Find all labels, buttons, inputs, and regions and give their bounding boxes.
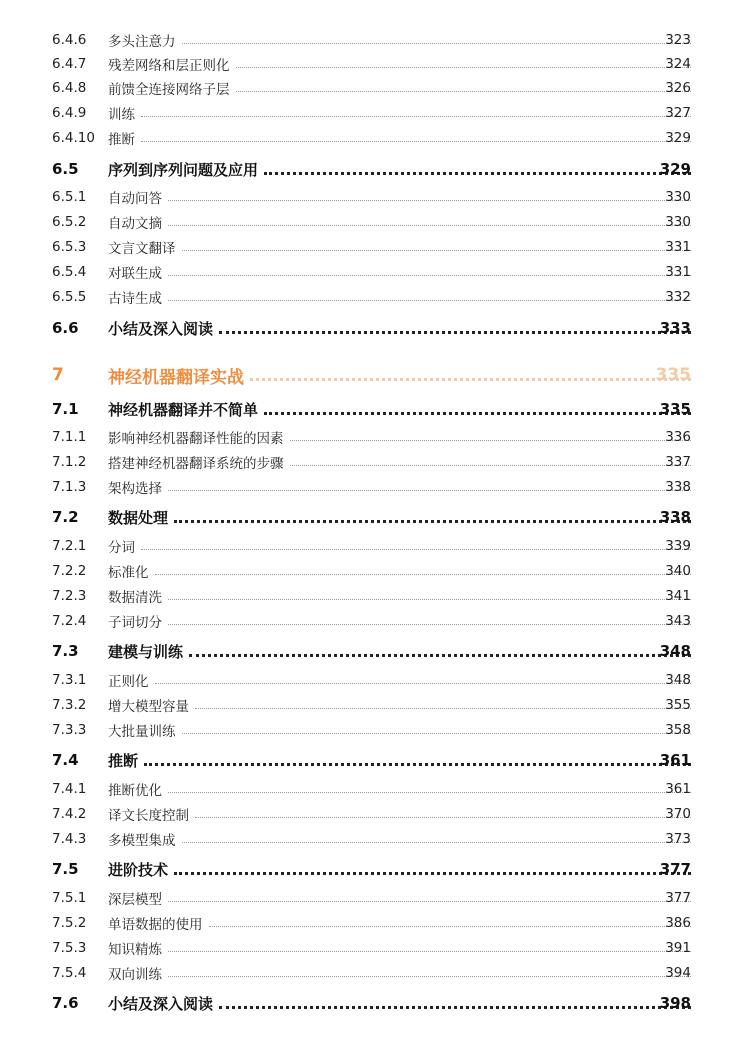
toc-number: 7.2 <box>52 508 79 526</box>
toc-title-text: 自动问答 <box>108 191 162 207</box>
toc-page-number: 339 <box>665 538 691 554</box>
dot-leader <box>290 440 692 441</box>
toc-page-number: 361 <box>659 751 691 769</box>
toc-title <box>108 641 691 662</box>
toc-number: 7.5.2 <box>52 915 87 931</box>
toc-title-text: 残差网络和层正则化 <box>108 58 230 74</box>
toc-title-text: 小结及深入阅读 <box>108 994 214 1013</box>
dot-leader <box>219 331 691 334</box>
toc-title <box>108 363 691 388</box>
toc-title <box>108 427 691 447</box>
toc-title <box>108 888 691 908</box>
toc-title-text: 进阶技术 <box>108 860 169 879</box>
toc-number: 6.4.6 <box>52 32 87 48</box>
toc-page-number: 336 <box>665 429 691 445</box>
toc-title-text: 前馈全连接网络子层 <box>108 82 230 98</box>
dot-leader <box>182 733 692 734</box>
toc-page-number: 361 <box>665 781 691 797</box>
toc-page-number: 330 <box>665 214 691 230</box>
dot-leader <box>195 708 691 709</box>
dot-leader <box>168 225 691 226</box>
toc-title <box>108 859 691 880</box>
toc-number: 7.1.2 <box>52 454 87 470</box>
toc-page-number: 377 <box>659 860 691 878</box>
toc-page-number: 373 <box>665 831 691 847</box>
toc-number: 7.2.3 <box>52 588 87 604</box>
toc-page-number: 335 <box>659 400 691 418</box>
toc-number: 6.5.1 <box>52 189 87 205</box>
toc-title-text: 推断 <box>108 751 139 770</box>
toc-subsection[interactable] <box>0 287 755 307</box>
toc-page-number: 332 <box>665 289 691 305</box>
dot-leader <box>168 901 691 902</box>
toc-page-number: 348 <box>665 672 691 688</box>
toc-subsection[interactable] <box>0 913 755 933</box>
dot-leader <box>236 67 692 68</box>
toc-title-text: 神经机器翻译并不简单 <box>108 400 259 419</box>
toc-number: 6.5.3 <box>52 239 87 255</box>
toc-subsection[interactable] <box>0 963 755 983</box>
toc-subsection[interactable] <box>0 779 755 799</box>
toc-page-number: 329 <box>659 160 691 178</box>
toc-title-text: 训练 <box>108 107 135 123</box>
toc-number: 7.3 <box>52 642 79 660</box>
toc-page-number: 333 <box>659 319 691 337</box>
toc-page-number: 370 <box>665 806 691 822</box>
toc-number: 6.4.10 <box>52 130 95 146</box>
toc-title-text: 多头注意力 <box>108 34 176 50</box>
toc-subsection[interactable] <box>0 611 755 631</box>
toc-title <box>108 399 691 420</box>
toc-subsection[interactable] <box>0 804 755 824</box>
toc-title <box>108 804 691 824</box>
toc-number: 7.2.1 <box>52 538 87 554</box>
toc-title-text: 建模与训练 <box>108 642 184 661</box>
dot-leader <box>290 465 692 466</box>
dot-leader <box>189 654 691 657</box>
toc-subsection[interactable] <box>0 262 755 282</box>
toc-page-number: 386 <box>665 915 691 931</box>
toc-page-number: 340 <box>665 563 691 579</box>
toc-page-number: 355 <box>665 697 691 713</box>
toc-title <box>108 586 691 606</box>
toc-section[interactable] <box>0 318 755 338</box>
toc-title-text: 分词 <box>108 540 135 556</box>
toc-title <box>108 128 691 148</box>
toc-number: 7.4 <box>52 751 79 769</box>
toc-number: 6.5.2 <box>52 214 87 230</box>
toc-subsection[interactable] <box>0 78 755 98</box>
toc-title <box>108 720 691 740</box>
dot-leader <box>155 683 692 684</box>
toc-title-text: 文言文翻译 <box>108 241 176 257</box>
toc-title <box>108 993 691 1014</box>
toc-title <box>108 452 691 472</box>
dot-leader <box>250 378 691 381</box>
dot-leader <box>264 412 691 415</box>
toc-page-number: 323 <box>665 32 691 48</box>
dot-leader <box>141 116 691 117</box>
dot-leader <box>141 141 691 142</box>
dot-leader <box>168 976 691 977</box>
toc-page-number: 335 <box>655 365 691 385</box>
toc-title-text: 子词切分 <box>108 615 162 631</box>
dot-leader <box>264 172 691 175</box>
toc-page-number: 337 <box>665 454 691 470</box>
toc-title <box>108 187 691 207</box>
toc-title <box>108 695 691 715</box>
toc-subsection[interactable] <box>0 30 755 50</box>
toc-number: 6.6 <box>52 319 79 337</box>
toc-page-number: 394 <box>665 965 691 981</box>
dot-leader <box>168 624 691 625</box>
toc-subsection[interactable] <box>0 128 755 148</box>
toc-number: 7.4.1 <box>52 781 87 797</box>
dot-leader <box>182 250 692 251</box>
toc-title-text: 搭建神经机器翻译系统的步骤 <box>108 456 284 472</box>
toc-number: 7.6 <box>52 994 79 1012</box>
dot-leader <box>168 200 691 201</box>
toc-title <box>108 750 691 771</box>
toc-number: 7.4.2 <box>52 806 87 822</box>
toc-section[interactable] <box>0 750 755 770</box>
toc-number: 7.5 <box>52 860 79 878</box>
toc-page-number: 358 <box>665 722 691 738</box>
dot-leader <box>209 926 692 927</box>
toc-title <box>108 561 691 581</box>
toc-title <box>108 477 691 497</box>
toc-page-number: 330 <box>665 189 691 205</box>
dot-leader <box>174 872 691 875</box>
dot-leader <box>168 490 691 491</box>
toc-page-number: 341 <box>665 588 691 604</box>
dot-leader <box>144 763 691 766</box>
toc-page-number: 326 <box>665 80 691 96</box>
toc-title-text: 知识精炼 <box>108 942 162 958</box>
toc-page-number: 331 <box>665 264 691 280</box>
toc-title-text: 架构选择 <box>108 481 162 497</box>
toc-subsection[interactable] <box>0 237 755 257</box>
toc-title-text: 单语数据的使用 <box>108 917 203 933</box>
toc-title <box>108 507 691 528</box>
toc-title-text: 神经机器翻译实战 <box>108 367 244 388</box>
toc-title-text: 小结及深入阅读 <box>108 319 214 338</box>
dot-leader <box>219 1006 691 1009</box>
toc-page-number: 398 <box>659 994 691 1012</box>
toc-subsection[interactable] <box>0 452 755 472</box>
toc-title-text: 多模型集成 <box>108 833 176 849</box>
toc-page-number: 343 <box>665 613 691 629</box>
toc-number: 7.5.1 <box>52 890 87 906</box>
toc-title <box>108 779 691 799</box>
toc-page-number: 324 <box>665 56 691 72</box>
toc-subsection[interactable] <box>0 586 755 606</box>
toc-subsection[interactable] <box>0 54 755 74</box>
dot-leader <box>168 792 691 793</box>
toc-number: 6.4.8 <box>52 80 87 96</box>
toc-title <box>108 963 691 983</box>
toc-title-text: 数据清洗 <box>108 590 162 606</box>
toc-title <box>108 318 691 339</box>
toc-title-text: 深层模型 <box>108 892 162 908</box>
toc-page-number: 338 <box>665 479 691 495</box>
toc-subsection[interactable] <box>0 477 755 497</box>
toc-subsection[interactable] <box>0 427 755 447</box>
toc-page-number: 327 <box>665 105 691 121</box>
dot-leader <box>168 275 691 276</box>
toc-page-number: 391 <box>665 940 691 956</box>
toc-section[interactable] <box>0 159 755 179</box>
toc-number: 7.3.1 <box>52 672 87 688</box>
toc-subsection[interactable] <box>0 536 755 556</box>
toc-title <box>108 159 691 180</box>
toc-number: 7.3.2 <box>52 697 87 713</box>
toc-title-text: 双向训练 <box>108 967 162 983</box>
toc-number: 6.4.7 <box>52 56 87 72</box>
toc-title <box>108 829 691 849</box>
toc-page-number: 331 <box>665 239 691 255</box>
toc-title <box>108 212 691 232</box>
dot-leader <box>168 599 691 600</box>
toc-section[interactable] <box>0 399 755 419</box>
toc-title <box>108 78 691 98</box>
toc-title-text: 译文长度控制 <box>108 808 189 824</box>
toc-number: 6.5.4 <box>52 264 87 280</box>
toc-subsection[interactable] <box>0 187 755 207</box>
toc-subsection[interactable] <box>0 829 755 849</box>
toc-number: 7.5.3 <box>52 940 87 956</box>
dot-leader <box>168 300 691 301</box>
toc-title-text: 序列到序列问题及应用 <box>108 160 259 179</box>
toc-subsection[interactable] <box>0 938 755 958</box>
toc-title <box>108 938 691 958</box>
dot-leader <box>182 842 692 843</box>
toc-number: 7.2.2 <box>52 563 87 579</box>
toc-title <box>108 670 691 690</box>
toc-page-number: 348 <box>659 642 691 660</box>
toc-subsection[interactable] <box>0 888 755 908</box>
toc-title-text: 推断优化 <box>108 783 162 799</box>
dot-leader <box>195 817 691 818</box>
toc-section[interactable] <box>0 641 755 661</box>
dot-leader <box>182 43 692 44</box>
toc-number: 7.2.4 <box>52 613 87 629</box>
toc-title-text: 影响神经机器翻译性能的因素 <box>108 431 284 447</box>
toc-title-text: 推断 <box>108 132 135 148</box>
toc-subsection[interactable] <box>0 103 755 123</box>
toc-title-text: 对联生成 <box>108 266 162 282</box>
toc-section[interactable] <box>0 859 755 879</box>
toc-number: 7.1 <box>52 400 79 418</box>
dot-leader <box>155 574 692 575</box>
toc-number: 7.1.1 <box>52 429 87 445</box>
dot-leader <box>174 520 691 523</box>
toc-section[interactable] <box>0 507 755 527</box>
toc-page-number: 338 <box>659 508 691 526</box>
toc-number: 7.1.3 <box>52 479 87 495</box>
toc-title <box>108 54 691 74</box>
toc-page-number: 329 <box>665 130 691 146</box>
toc-number: 6.4.9 <box>52 105 87 121</box>
toc-title-text: 正则化 <box>108 674 149 690</box>
toc-subsection[interactable] <box>0 561 755 581</box>
toc-title-text: 增大模型容量 <box>108 699 189 715</box>
toc-title <box>108 262 691 282</box>
dot-leader <box>141 549 691 550</box>
toc-number: 7 <box>52 365 64 385</box>
toc-subsection[interactable] <box>0 695 755 715</box>
toc-title <box>108 287 691 307</box>
toc-subsection[interactable] <box>0 212 755 232</box>
toc-title <box>108 611 691 631</box>
toc-chapter[interactable] <box>0 365 755 388</box>
dot-leader <box>236 91 692 92</box>
toc-section[interactable] <box>0 993 755 1013</box>
toc-subsection[interactable] <box>0 670 755 690</box>
toc-title <box>108 103 691 123</box>
toc-number: 6.5 <box>52 160 79 178</box>
toc-subsection[interactable] <box>0 720 755 740</box>
toc-title-text: 自动文摘 <box>108 216 162 232</box>
toc-title-text: 标准化 <box>108 565 149 581</box>
toc-number: 7.5.4 <box>52 965 87 981</box>
toc-number: 7.3.3 <box>52 722 87 738</box>
toc-title <box>108 30 691 50</box>
toc-number: 7.4.3 <box>52 831 87 847</box>
dot-leader <box>168 951 691 952</box>
toc-title-text: 大批量训练 <box>108 724 176 740</box>
toc-page-number: 377 <box>665 890 691 906</box>
toc-title-text: 古诗生成 <box>108 291 162 307</box>
toc-number: 6.5.5 <box>52 289 87 305</box>
toc-title <box>108 536 691 556</box>
toc-title <box>108 237 691 257</box>
toc-title-text: 数据处理 <box>108 508 169 527</box>
toc-title <box>108 913 691 933</box>
